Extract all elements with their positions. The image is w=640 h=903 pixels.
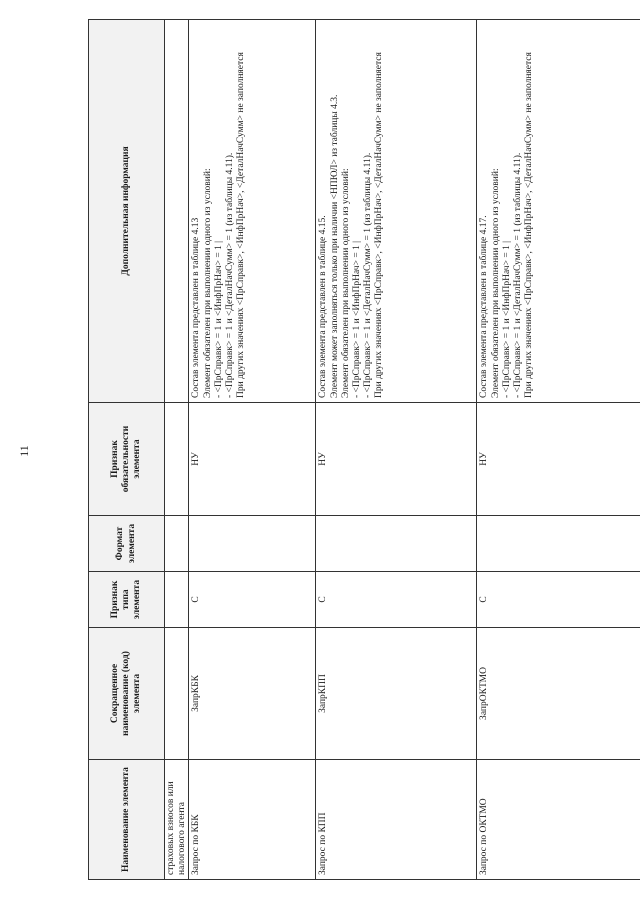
info-line: Состав элемента представлен в таблице 4.13 [191, 217, 202, 398]
cell-type [165, 572, 189, 628]
info-line: При других значениях <ПрСправк>, <ИнфПрНач>, <ДеталНачСумм> не заполняется [524, 52, 535, 398]
cell-short: ЗапрКБК [189, 628, 316, 760]
cell-info [165, 20, 189, 403]
cell-info [477, 20, 640, 403]
info-line: При других значениях <ПрСправк>, <ИнфПрНач>, <ДеталНачСумм> не заполняется [374, 52, 385, 398]
cell-required [165, 403, 189, 516]
info-line: - <ПрСправк> = 1 и <ИнфПрНач> = 1 | [213, 240, 224, 398]
rotated-table-container [88, 20, 633, 880]
cell-name: Запрос по КПП [316, 760, 477, 880]
info-line: Элемент обязателен при выполнении одного из условий: [490, 168, 501, 398]
info-line: - <ПрСправк> = 1 и <ДеталНачСумм> = 1 (из таблицы 4.11). [363, 152, 374, 398]
header-short-name: Сокращенное наименование (код) элемента [89, 628, 165, 760]
info-line: - <ПрСправк> = 1 и <ДеталНачСумм> = 1 (из таблицы 4.11). [513, 152, 524, 398]
table-row-continuation [165, 20, 189, 880]
header-element-name: Наименование элемента [89, 760, 165, 880]
cell-short [165, 628, 189, 760]
cell-short: ЗапрОКТМО [477, 628, 640, 760]
info-line: - <ПрСправк> = 1 и <ИнфПрНач> = 1 | [501, 240, 512, 398]
cell-name: Запрос по КБК [189, 760, 316, 880]
info-line: Состав элемента представлен в таблице 4.17. [479, 215, 490, 398]
cell-type: С [477, 572, 640, 628]
info-line: - <ПрСправк> = 1 и <ДеталНачСумм> = 1 (из таблицы 4.11). [225, 152, 236, 398]
table-row [477, 20, 640, 880]
info-line: - <ПрСправк> = 1 и <ИнфПрНач> = 1 | [352, 240, 363, 398]
cell-format [477, 516, 640, 572]
cell-required: НУ [477, 403, 640, 516]
cell-format [189, 516, 316, 572]
table-row [316, 20, 477, 880]
table-row [189, 20, 316, 880]
cell-format [316, 516, 477, 572]
header-additional-info: Дополнительная информация [89, 20, 165, 403]
cell-type: С [189, 572, 316, 628]
cell-type: С [316, 572, 477, 628]
cell-format [165, 516, 189, 572]
info-line: Элемент может заполняться только при наличии <НПЮЛ> из таблицы 4.3. [329, 94, 340, 398]
header-element-format: Формат элемента [89, 516, 165, 572]
info-line: При других значениях <ПрСправк>, <ИнфПрНач>, <ДеталНачСумм> не заполняется [236, 52, 247, 398]
info-line: Элемент обязателен при выполнении одного из условий: [202, 168, 213, 398]
info-line: Состав элемента представлен в таблице 4.15. [318, 215, 329, 398]
cell-short: ЗапрКПП [316, 628, 477, 760]
cell-required: НУ [316, 403, 477, 516]
cell-required: НУ [189, 403, 316, 516]
cell-name: страховых взносов или налогового агента [165, 760, 189, 880]
header-required-flag: Признак обязательности элемента [89, 403, 165, 516]
elements-table [88, 19, 640, 880]
cell-info [316, 20, 477, 403]
info-line: Элемент обязателен при выполнении одного из условий: [340, 168, 351, 398]
page-number: 11 [17, 445, 31, 457]
table-header-row [89, 20, 165, 880]
cell-name: Запрос по ОКТМО [477, 760, 640, 880]
cell-info [189, 20, 316, 403]
header-element-type: Признак типа элемента [89, 572, 165, 628]
